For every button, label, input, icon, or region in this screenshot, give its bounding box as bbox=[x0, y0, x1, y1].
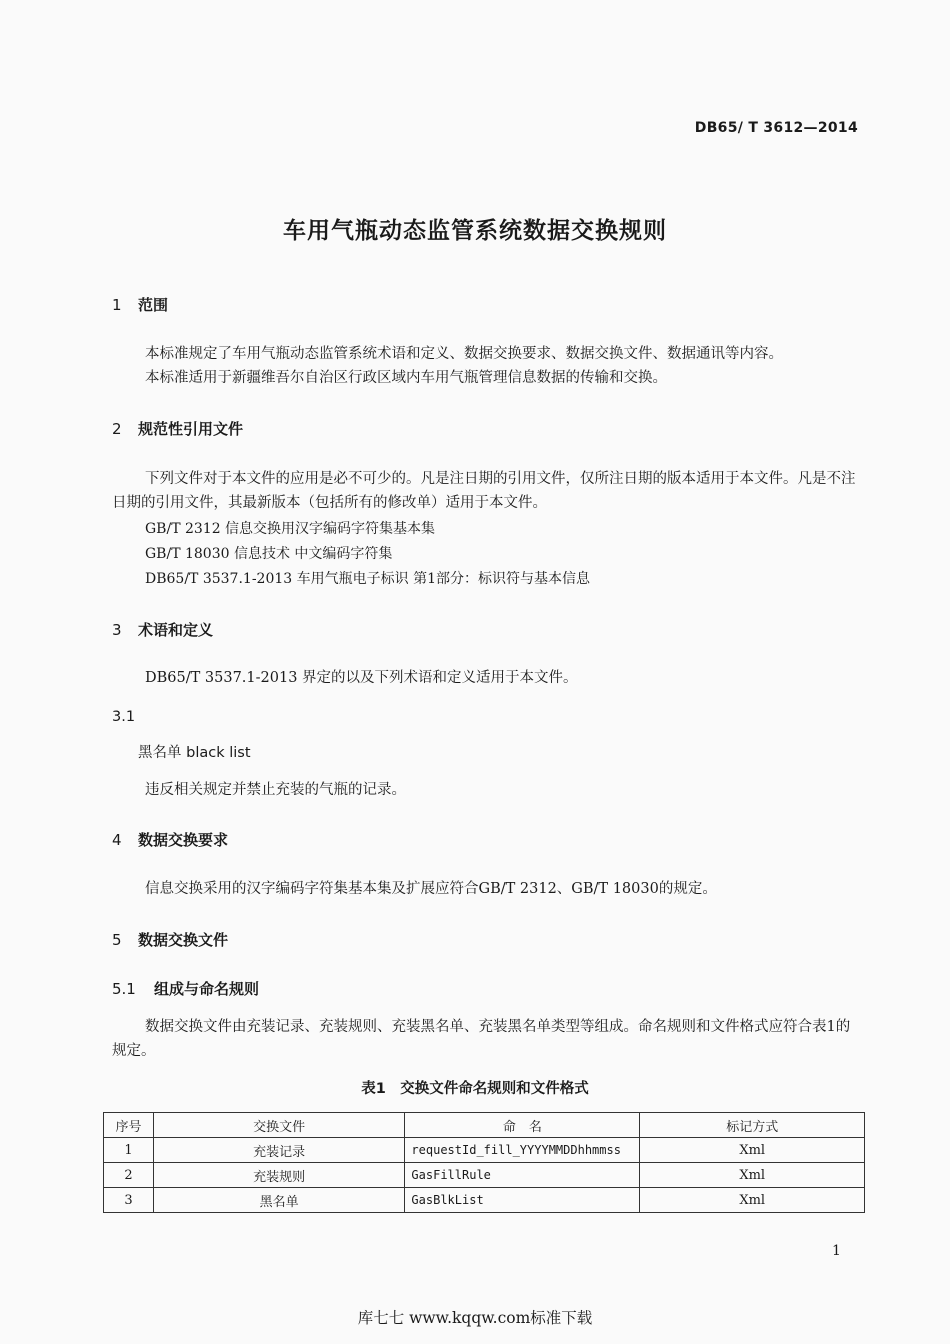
section-1-paragraph-1: 本标准规定了车用气瓶动态监管系统术语和定义、数据交换要求、数据交换文件、数据通讯等内容。 bbox=[145, 346, 783, 362]
page-number: 1 bbox=[832, 1243, 841, 1259]
cell-exchange-file: 充装记录 bbox=[153, 1138, 404, 1163]
cell-naming: requestId_fill_YYYYMMDDhhmmss bbox=[405, 1138, 640, 1163]
header-naming: 命 名 bbox=[405, 1113, 640, 1138]
section-3-heading: 3 术语和定义 bbox=[112, 621, 214, 639]
cell-exchange-file: 充装规则 bbox=[153, 1163, 404, 1188]
table-header-row bbox=[104, 1113, 865, 1138]
section-2-paragraph: 下列文件对于本文件的应用是必不可少的。凡是注日期的引用文件，仅所注日期的版本适用于本文件。凡是不注日期的引用文件，其最新版本（包括所有的修改单）适用于本文件。 bbox=[112, 471, 856, 511]
section-2-heading: 2 规范性引用文件 bbox=[112, 420, 244, 438]
term-definition: 违反相关规定并禁止充装的气瓶的记录。 bbox=[145, 782, 406, 798]
table-1 bbox=[103, 1112, 865, 1213]
section-1-heading: 1 范围 bbox=[112, 296, 169, 314]
term-black-list: 黑名单 black list bbox=[138, 745, 251, 761]
cell-serial: 3 bbox=[104, 1188, 154, 1213]
section-4-heading: 4 数据交换要求 bbox=[112, 831, 229, 849]
cell-naming: GasBlkList bbox=[405, 1188, 640, 1213]
reference-gb2312: GB/T 2312 信息交换用汉字编码字符集基本集 bbox=[145, 521, 436, 537]
header-markup: 标记方式 bbox=[640, 1113, 865, 1138]
cell-serial: 1 bbox=[104, 1138, 154, 1163]
section-1-paragraph-2: 本标准适用于新疆维吾尔自治区行政区域内车用气瓶管理信息数据的传输和交换。 bbox=[145, 370, 667, 386]
section-5-1-paragraph: 数据交换文件由充装记录、充装规则、充装黑名单、充装黑名单类型等组成。命名规则和文件格式应符合表1的规定。 bbox=[112, 1019, 851, 1059]
reference-db65-3537: DB65/T 3537.1-2013 车用气瓶电子标识 第1部分：标识符与基本信息 bbox=[145, 571, 590, 587]
cell-naming: GasFillRule bbox=[405, 1163, 640, 1188]
cell-markup: Xml bbox=[640, 1138, 865, 1163]
table-row bbox=[104, 1138, 865, 1163]
document-title: 车用气瓶动态监管系统数据交换规则 bbox=[283, 218, 667, 244]
reference-gb18030: GB/T 18030 信息技术 中文编码字符集 bbox=[145, 546, 393, 562]
section-4-paragraph: 信息交换采用的汉字编码字符集基本集及扩展应符合GB/T 2312、GB/T 18030的规定。 bbox=[145, 881, 717, 897]
cell-serial: 2 bbox=[104, 1163, 154, 1188]
cell-markup: Xml bbox=[640, 1188, 865, 1213]
cell-markup: Xml bbox=[640, 1163, 865, 1188]
subsection-5-1-heading: 5.1 组成与命名规则 bbox=[112, 980, 260, 998]
header-serial: 序号 bbox=[104, 1113, 154, 1138]
header-exchange-file: 交换文件 bbox=[153, 1113, 404, 1138]
section-5-heading: 5 数据交换文件 bbox=[112, 931, 229, 949]
section-3-paragraph: DB65/T 3537.1-2013 界定的以及下列术语和定义适用于本文件。 bbox=[145, 670, 578, 686]
footer-watermark: 库七七 www.kqqw.com标准下载 bbox=[357, 1309, 593, 1327]
table-row bbox=[104, 1163, 865, 1188]
table-1-caption: 表1 交换文件命名规则和文件格式 bbox=[361, 1081, 589, 1097]
table-row bbox=[104, 1188, 865, 1213]
cell-exchange-file: 黑名单 bbox=[153, 1188, 404, 1213]
document-code: DB65/ T 3612—2014 bbox=[694, 120, 858, 136]
subsection-3-1-number: 3.1 bbox=[112, 709, 136, 725]
